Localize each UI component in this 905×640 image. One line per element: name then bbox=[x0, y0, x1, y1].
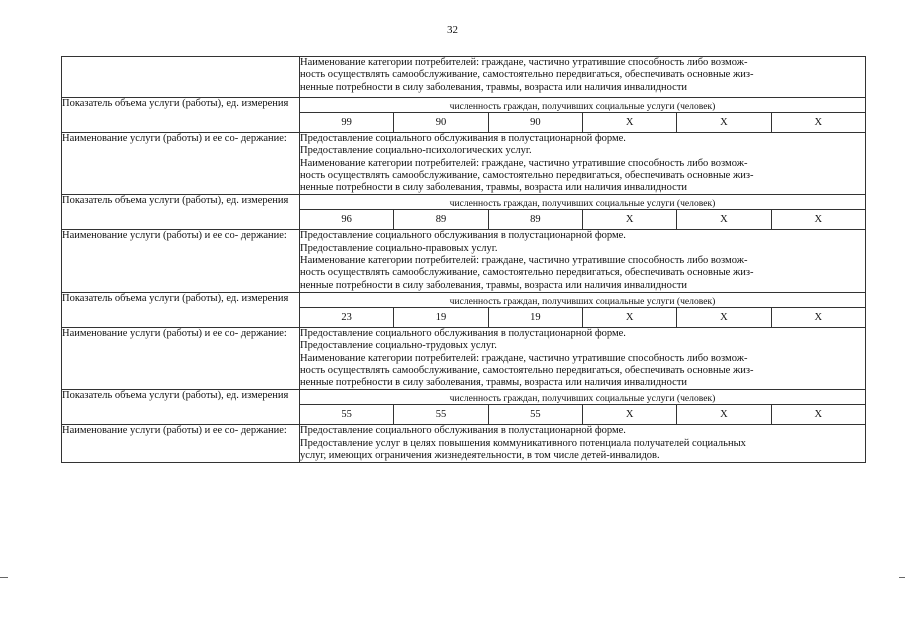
volume-cell bbox=[300, 292, 866, 327]
text-line: ность осуществлять самообслуживание, самостоятельно передвигаться, обеспечивать основные жиз- bbox=[300, 169, 754, 181]
page-number: 32 bbox=[447, 24, 458, 36]
volume-unit: численность граждан, получивших социальные услуги (человек) bbox=[300, 390, 865, 405]
volume-value: 89 bbox=[488, 210, 582, 229]
volume-value: 55 bbox=[341, 409, 352, 421]
volume-label: Показатель объема услуги (работы), ед. измерения bbox=[62, 292, 300, 327]
volume-value: X bbox=[582, 210, 676, 229]
text-line: Предоставление социального обслуживания в полустационарной форме. bbox=[300, 133, 626, 144]
volume-value: X bbox=[582, 405, 676, 424]
service-label: Наименование услуги (работы) и ее со- держание: bbox=[62, 230, 300, 292]
scan-edge-mark-right bbox=[899, 577, 905, 578]
category-row bbox=[62, 57, 866, 98]
text-line: Наименование категории потребителей: граждане, частично утратившие способность либо возмож- bbox=[300, 57, 748, 68]
text-line: Предоставление социально-правовых услуг. bbox=[300, 242, 498, 254]
category-description bbox=[300, 57, 866, 98]
text-line: Наименование категории потребителей: граждане, частично утратившие способность либо возмож- bbox=[300, 352, 748, 364]
text-line: Наименование категории потребителей: граждане, частично утратившие способность либо возмож- bbox=[300, 255, 748, 267]
volume-value: 19 bbox=[393, 308, 487, 327]
text-line: ность осуществлять самообслуживание, самостоятельно передвигаться, обеспечивать основные жиз- bbox=[300, 69, 754, 81]
text-line: ненные потребности в силу заболевания, травмы, возраста или наличия инвалидности bbox=[300, 377, 688, 389]
volume-label: Показатель объема услуги (работы), ед. измерения bbox=[62, 390, 300, 425]
volume-unit: численность граждан, получивших социальные услуги (человек) bbox=[300, 293, 865, 308]
services-table bbox=[61, 56, 866, 463]
text-line: услуг, имеющих ограничения жизнедеятельности, в том числе детей-инвалидов. bbox=[300, 450, 660, 462]
service-label: Наименование услуги (работы) и ее со- держание: bbox=[62, 425, 300, 463]
volume-values bbox=[300, 210, 865, 229]
services-table-body bbox=[62, 57, 866, 463]
empty-label-cell bbox=[62, 57, 300, 98]
text-line: Предоставление социального обслуживания в полустационарной форме. bbox=[300, 327, 626, 339]
volume-value: 90 bbox=[488, 113, 582, 132]
volume-value: 99 bbox=[341, 117, 352, 128]
volume-value: 90 bbox=[393, 113, 487, 132]
volume-value: X bbox=[676, 210, 770, 229]
volume-indicator-row bbox=[62, 195, 866, 230]
text-line: Предоставление услуг в целях повышения коммуникативного потенциала получателей социальных bbox=[300, 437, 746, 449]
service-label: Наименование услуги (работы) и ее со- держание: bbox=[62, 327, 300, 389]
volume-value: X bbox=[676, 308, 770, 327]
volume-indicator-row bbox=[62, 390, 866, 425]
volume-label: Показатель объема услуги (работы), ед. измерения bbox=[62, 195, 300, 230]
service-row bbox=[62, 230, 866, 292]
service-description bbox=[300, 230, 866, 292]
scan-edge-mark-left bbox=[0, 577, 8, 578]
volume-value: 55 bbox=[393, 405, 487, 424]
volume-value: 55 bbox=[488, 405, 582, 424]
volume-value: X bbox=[771, 405, 865, 424]
text-line: ненные потребности в силу заболевания, травмы, возраста или наличия инвалидности bbox=[300, 279, 688, 291]
volume-value: X bbox=[676, 405, 770, 424]
text-line: Наименование категории потребителей: граждане, частично утратившие способность либо возмож- bbox=[300, 157, 748, 169]
text-line: ность осуществлять самообслуживание, самостоятельно передвигаться, обеспечивать основные жиз- bbox=[300, 267, 754, 279]
volume-value: X bbox=[582, 113, 676, 132]
volume-value: 23 bbox=[341, 311, 352, 323]
service-description bbox=[300, 133, 866, 195]
service-row bbox=[62, 425, 866, 463]
volume-cell bbox=[300, 390, 866, 425]
volume-value: X bbox=[771, 308, 865, 327]
volume-value: X bbox=[676, 113, 770, 132]
volume-value: 96 bbox=[341, 214, 352, 226]
volume-value: 19 bbox=[488, 308, 582, 327]
volume-cell bbox=[300, 98, 866, 133]
text-line: Предоставление социально-трудовых услуг. bbox=[300, 340, 497, 352]
volume-values bbox=[300, 308, 865, 327]
volume-cell bbox=[300, 195, 866, 230]
volume-value: X bbox=[771, 210, 865, 229]
volume-unit: численность граждан, получивших социальные услуги (человек) bbox=[300, 195, 865, 210]
volume-value: X bbox=[771, 113, 865, 132]
text-line: Предоставление социально-психологических услуг. bbox=[300, 145, 532, 157]
volume-values bbox=[300, 113, 865, 132]
volume-value: X bbox=[582, 308, 676, 327]
text-line: ненные потребности в силу заболевания, травмы, возраста или наличия инвалидности bbox=[300, 182, 688, 194]
text-line: ненные потребности в силу заболевания, травмы, возраста или наличия инвалидности bbox=[300, 81, 688, 93]
volume-unit: численность граждан, получивших социальные услуги (человек) bbox=[300, 98, 865, 113]
volume-indicator-row bbox=[62, 292, 866, 327]
text-line: Предоставление социального обслуживания в полустационарной форме. bbox=[300, 425, 626, 437]
service-row bbox=[62, 133, 866, 195]
volume-label: Показатель объема услуги (работы), ед. измерения bbox=[62, 98, 300, 133]
text-line: Предоставление социального обслуживания в полустационарной форме. bbox=[300, 230, 626, 242]
volume-indicator-row bbox=[62, 98, 866, 133]
service-description bbox=[300, 327, 866, 389]
text-line: ность осуществлять самообслуживание, самостоятельно передвигаться, обеспечивать основные жиз- bbox=[300, 364, 754, 376]
volume-values bbox=[300, 405, 865, 424]
volume-value: 89 bbox=[393, 210, 487, 229]
service-row bbox=[62, 327, 866, 389]
service-description bbox=[300, 425, 866, 463]
service-label: Наименование услуги (работы) и ее со- держание: bbox=[62, 133, 300, 195]
